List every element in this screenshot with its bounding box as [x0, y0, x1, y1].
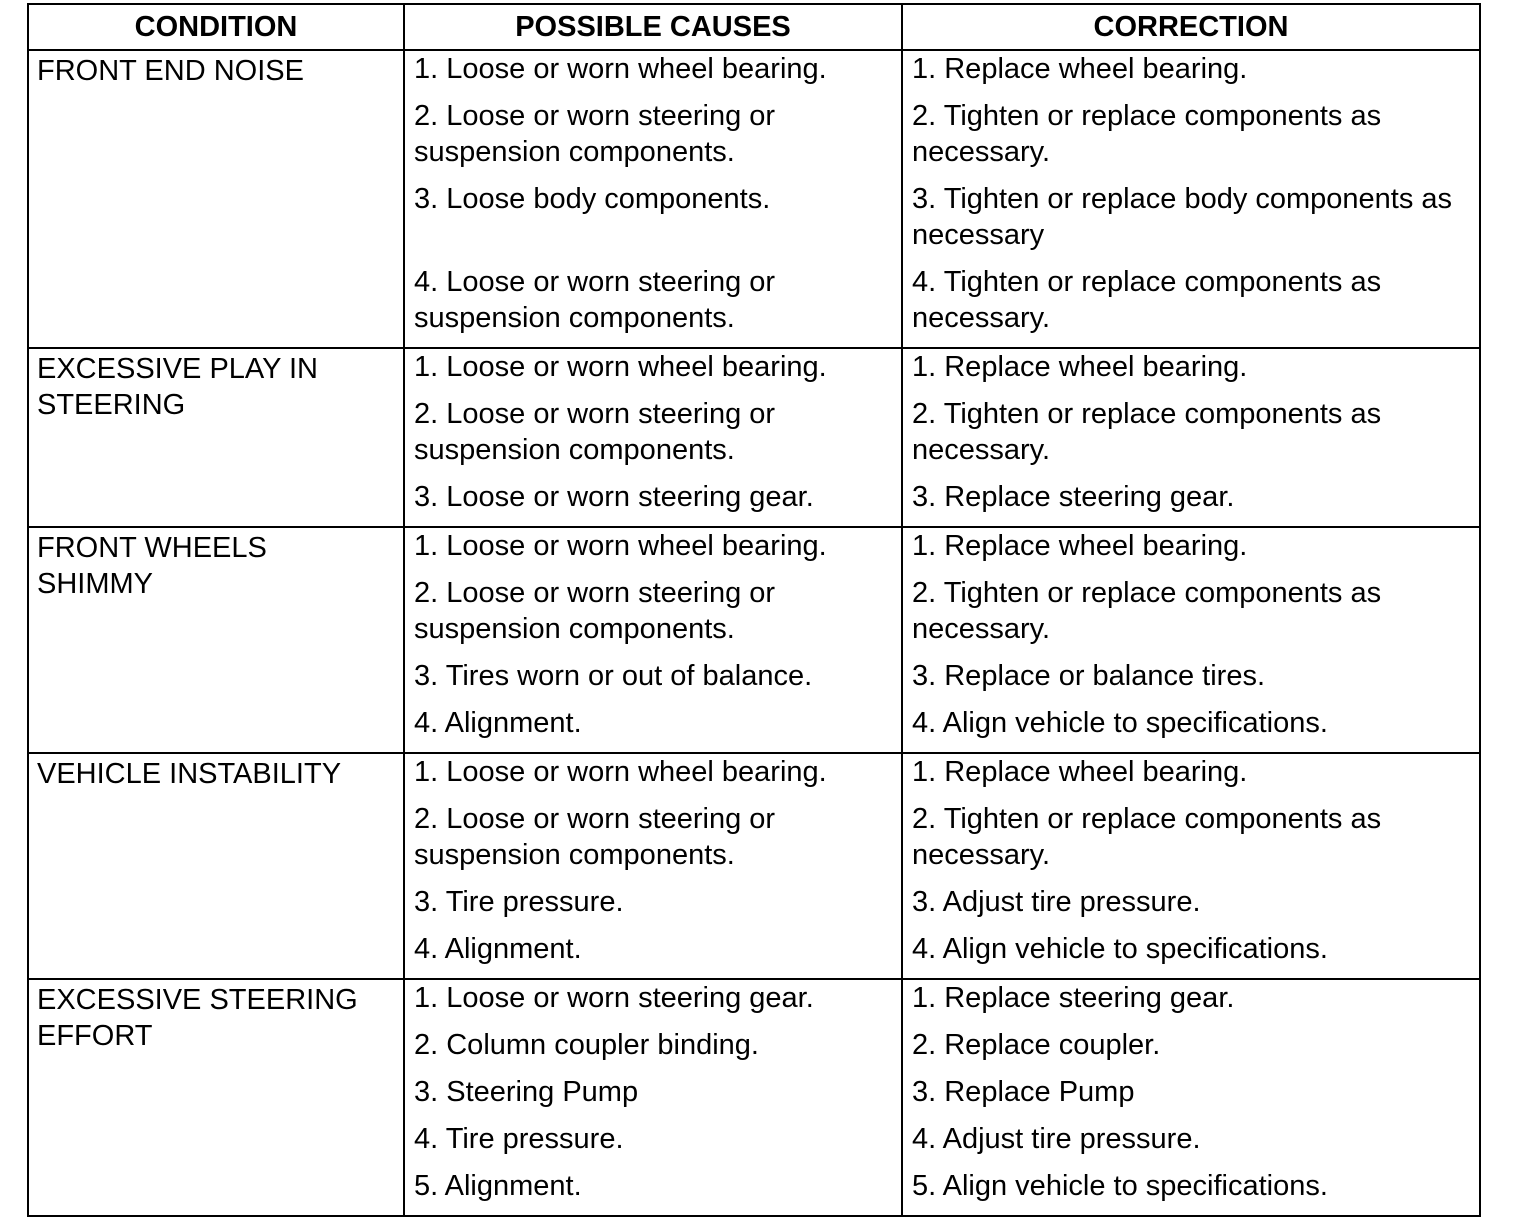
- cause-item: 2. Loose or worn steering or suspension components.: [414, 100, 776, 168]
- header-row: [28, 4, 1480, 50]
- condition-text: EXCESSIVE PLAY IN STEERING: [37, 353, 327, 421]
- causes-cell: [404, 753, 902, 979]
- causes-cell: [404, 979, 902, 1216]
- correction-item: 4. Align vehicle to specifications.: [912, 707, 1328, 739]
- correction-item: 2. Tighten or replace components as necessary.: [912, 577, 1382, 645]
- table-row: [28, 348, 1480, 527]
- cause-item: 1. Loose or worn wheel bearing.: [414, 351, 827, 383]
- cause-item: 3. Tires worn or out of balance.: [414, 660, 813, 692]
- table-row: [28, 753, 1480, 979]
- table-row: [28, 979, 1480, 1216]
- cause-item: 5. Alignment.: [414, 1170, 582, 1202]
- causes-cell: [404, 348, 902, 527]
- correction-item: 2. Tighten or replace components as necessary.: [912, 100, 1382, 168]
- condition-text: EXCESSIVE STEERING EFFORT: [37, 984, 366, 1052]
- correction-item: 3. Replace steering gear.: [912, 481, 1235, 513]
- cause-item: 4. Loose or worn steering or suspension components.: [414, 266, 776, 334]
- cause-item: 4. Alignment.: [414, 933, 582, 965]
- condition-cell: [28, 527, 404, 753]
- correction-item: 4. Tighten or replace components as necessary.: [912, 266, 1382, 334]
- table-row: [28, 527, 1480, 753]
- correction-item: 2. Tighten or replace components as necessary.: [912, 803, 1382, 871]
- correction-item: 4. Align vehicle to specifications.: [912, 933, 1328, 965]
- correction-cell: [902, 348, 1480, 527]
- correction-cell: [902, 50, 1480, 348]
- correction-cell: [902, 527, 1480, 753]
- condition-cell: [28, 50, 404, 348]
- condition-text: FRONT WHEELS SHIMMY: [37, 532, 275, 600]
- cause-item: 2. Loose or worn steering or suspension components.: [414, 398, 776, 466]
- cause-item: 3. Steering Pump: [414, 1076, 639, 1108]
- causes-cell: [404, 527, 902, 753]
- causes-cell: [404, 50, 902, 348]
- correction-item: 1. Replace wheel bearing.: [912, 756, 1248, 788]
- correction-item: 2. Tighten or replace components as necessary.: [912, 398, 1382, 466]
- correction-item: 2. Replace coupler.: [912, 1029, 1161, 1061]
- correction-item: 1. Replace wheel bearing.: [912, 53, 1248, 85]
- cause-item: 2. Loose or worn steering or suspension components.: [414, 803, 776, 871]
- correction-cell: [902, 753, 1480, 979]
- correction-item: 3. Replace Pump: [912, 1076, 1135, 1108]
- cause-item: 3. Loose body components.: [414, 183, 771, 215]
- condition-text: VEHICLE INSTABILITY: [37, 758, 342, 790]
- condition-cell: [28, 979, 404, 1216]
- header-correction: CORRECTION: [902, 4, 1480, 50]
- cause-item: 1. Loose or worn steering gear.: [414, 982, 814, 1014]
- correction-item: 4. Adjust tire pressure.: [912, 1123, 1201, 1155]
- correction-item: 5. Align vehicle to specifications.: [912, 1170, 1328, 1202]
- cause-item: 3. Loose or worn steering gear.: [414, 481, 814, 513]
- correction-item: 1. Replace wheel bearing.: [912, 351, 1248, 383]
- correction-item: 3. Adjust tire pressure.: [912, 886, 1201, 918]
- header-possible-causes: POSSIBLE CAUSES: [404, 4, 902, 50]
- cause-item: 3. Tire pressure.: [414, 886, 624, 918]
- condition-text: FRONT END NOISE: [37, 55, 304, 87]
- cause-item: 1. Loose or worn wheel bearing.: [414, 53, 827, 85]
- cause-item: 4. Alignment.: [414, 707, 582, 739]
- cause-item: 1. Loose or worn wheel bearing.: [414, 756, 827, 788]
- cause-item: 2. Loose or worn steering or suspension components.: [414, 577, 776, 645]
- table-row: [28, 50, 1480, 348]
- correction-item: 3. Replace or balance tires.: [912, 660, 1266, 692]
- condition-cell: [28, 348, 404, 527]
- diagnosis-table: [27, 3, 1481, 1217]
- correction-item: 1. Replace wheel bearing.: [912, 530, 1248, 562]
- cause-item: 4. Tire pressure.: [414, 1123, 624, 1155]
- cause-item: 2. Column coupler binding.: [414, 1029, 759, 1061]
- cause-item: 1. Loose or worn wheel bearing.: [414, 530, 827, 562]
- correction-cell: [902, 979, 1480, 1216]
- correction-item: 1. Replace steering gear.: [912, 982, 1235, 1014]
- condition-cell: [28, 753, 404, 979]
- header-condition: CONDITION: [28, 4, 404, 50]
- correction-item: 3. Tighten or replace body components as necessary: [912, 183, 1453, 251]
